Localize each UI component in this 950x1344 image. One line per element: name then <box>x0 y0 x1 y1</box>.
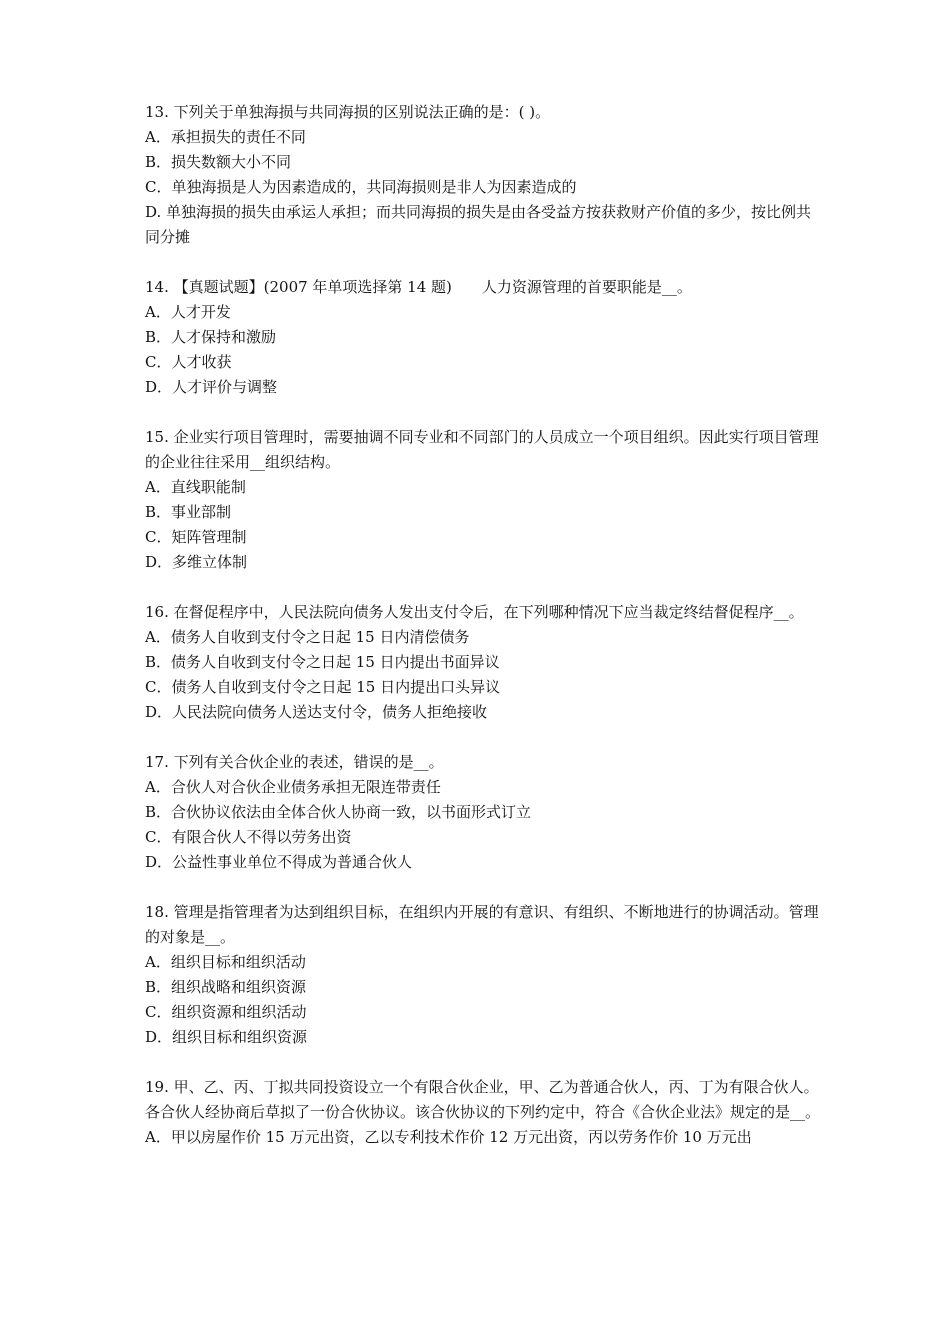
option-d: D．人才评价与调整 <box>145 378 278 396</box>
document-page <box>145 100 825 1150</box>
question-stem: 19. 甲、乙、丙、丁拟共同投资设立一个有限合伙企业，甲、乙为普通合伙人，丙、丁为有限合伙人。各合伙人经协商后草拟了一份合伙协议。该合伙协议的下列约定中，符合《合伙企业法》规定的是__。 <box>145 1078 821 1121</box>
option-a: A．合伙人对合伙企业债务承担无限连带责任 <box>145 778 441 796</box>
option-d: D．多维立体制 <box>145 553 248 571</box>
question-18 <box>145 900 825 1050</box>
question-17 <box>145 750 825 875</box>
question-15 <box>145 425 825 575</box>
option-b: B．人才保持和激励 <box>145 328 277 346</box>
question-stem: 18. 管理是指管理者为达到组织目标，在组织内开展的有意识、有组织、不断地进行的协调活动。管理的对象是__。 <box>145 903 819 946</box>
question-stem: 15. 企业实行项目管理时，需要抽调不同专业和不同部门的人员成立一个项目组织。因此实行项目管理的企业往往采用__组织结构。 <box>145 428 819 471</box>
option-b: B．损失数额大小不同 <box>145 153 292 171</box>
question-stem: 14. 【真题试题】(2007 年单项选择第 14 题) 人力资源管理的首要职能是__。 <box>145 278 692 296</box>
question-14 <box>145 275 825 400</box>
option-b: B．事业部制 <box>145 503 232 521</box>
option-b: B．合伙协议依法由全体合伙人协商一致，以书面形式订立 <box>145 803 532 821</box>
option-b: B．债务人自收到支付令之日起 15 日内提出书面异议 <box>145 653 500 671</box>
option-c: C．债务人自收到支付令之日起 15 日内提出口头异议 <box>145 678 501 696</box>
option-d: D．公益性事业单位不得成为普通合伙人 <box>145 853 413 871</box>
option-a: A．承担损失的责任不同 <box>145 128 306 146</box>
option-a: A．人才开发 <box>145 303 231 321</box>
option-a: A．债务人自收到支付令之日起 15 日内清偿债务 <box>145 628 470 646</box>
option-c: C．人才收获 <box>145 353 232 371</box>
option-a: A．甲以房屋作价 15 万元出资，乙以专利技术作价 12 万元出资，丙以劳务作价 10 万元出 <box>145 1128 752 1146</box>
option-c: C．有限合伙人不得以劳务出资 <box>145 828 352 846</box>
question-19 <box>145 1075 825 1150</box>
question-stem: 16. 在督促程序中，人民法院向债务人发出支付令后，在下列哪种情况下应当裁定终结督促程序__。 <box>145 603 804 621</box>
option-c: C．单独海损是人为因素造成的，共同海损则是非人为因素造成的 <box>145 178 577 196</box>
option-a: A．组织目标和组织活动 <box>145 953 306 971</box>
option-c: C．组织资源和组织活动 <box>145 1003 307 1021</box>
question-13 <box>145 100 825 250</box>
option-b: B．组织战略和组织资源 <box>145 978 307 996</box>
option-d: D. 单独海损的损失由承运人承担；而共同海损的损失是由各受益方按获救财产价值的多少，按比例共同分摊 <box>145 203 812 246</box>
option-d: D．人民法院向债务人送达支付令，债务人拒绝接收 <box>145 703 488 721</box>
question-stem: 13. 下列关于单独海损与共同海损的区别说法正确的是：( )。 <box>145 103 551 121</box>
option-d: D．组织目标和组织资源 <box>145 1028 308 1046</box>
question-16 <box>145 600 825 725</box>
option-c: C．矩阵管理制 <box>145 528 247 546</box>
option-a: A．直线职能制 <box>145 478 246 496</box>
question-stem: 17. 下列有关合伙企业的表述，错误的是__。 <box>145 753 444 771</box>
